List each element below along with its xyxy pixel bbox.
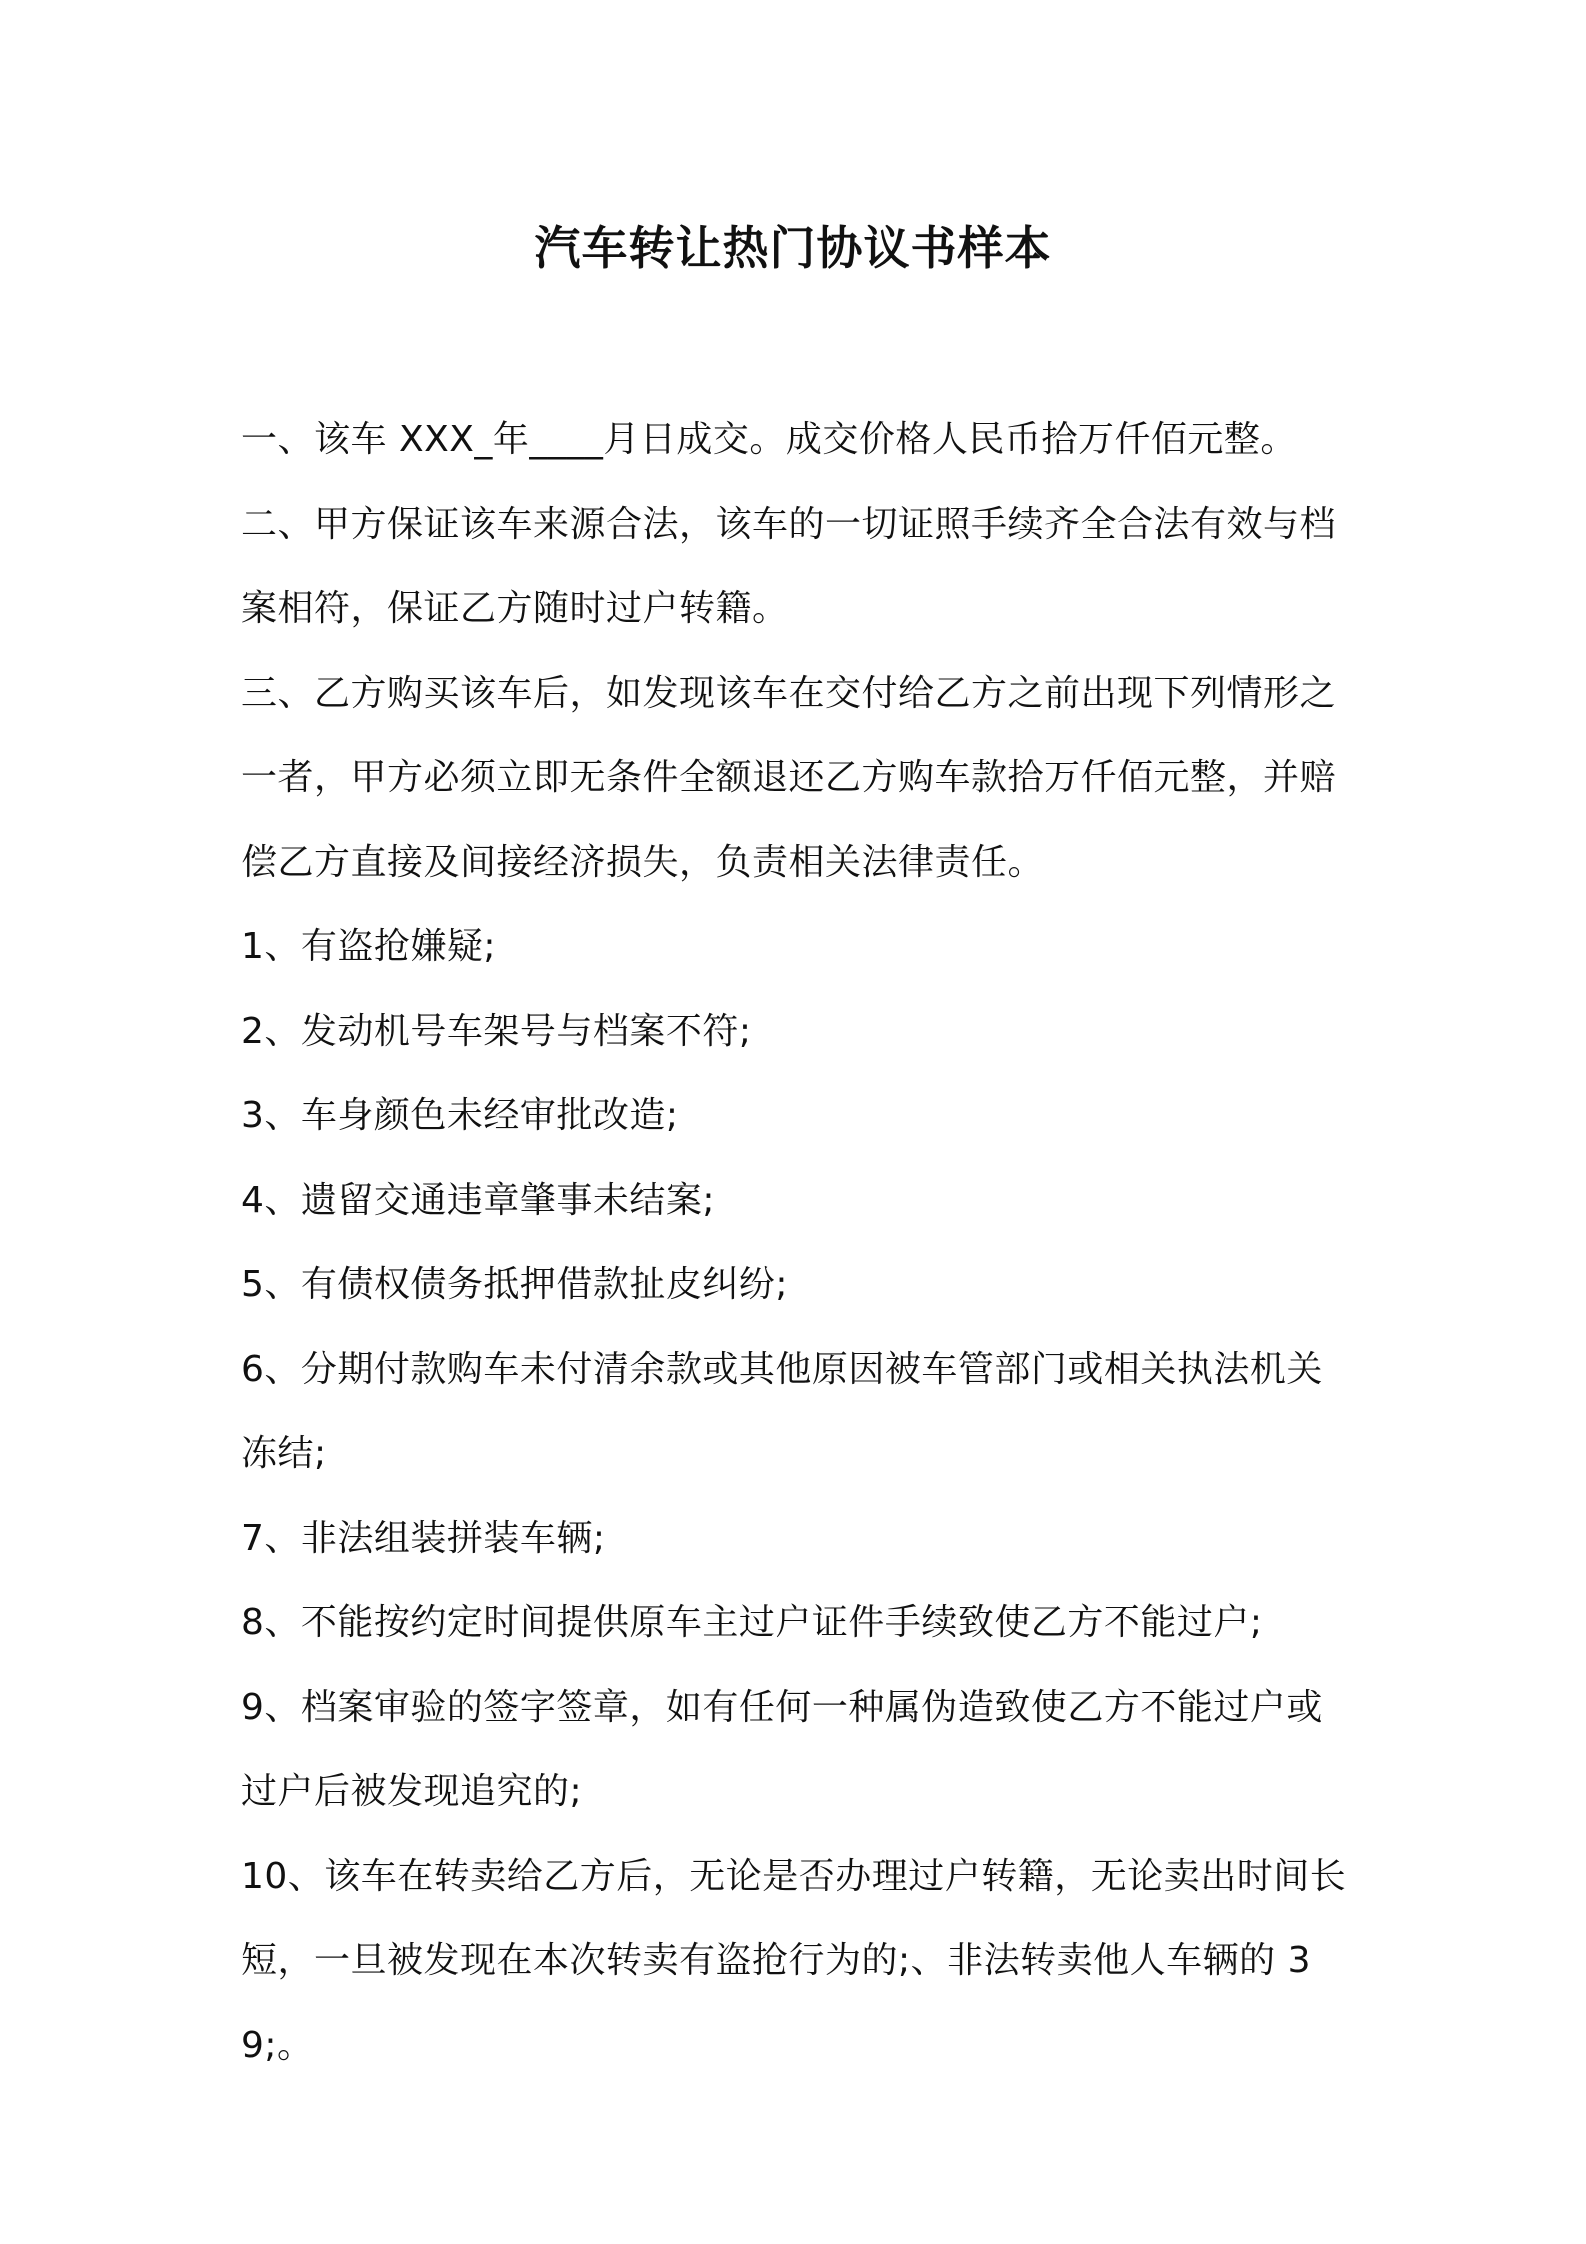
list-item: 3、车身颜色未经审批改造;	[241, 1095, 679, 1136]
clause-paragraph: 二、甲方保证该车来源合法，该车的一切证照手续齐全合法有效与档案相符，保证乙方随时过户转籍。	[241, 503, 1337, 629]
list-item: 10、该车在转卖给乙方后，无论是否办理过户转籍，无论卖出时间长短，一旦被发现在本次转卖有盗抢行为的;、非法转卖他人车辆的 39;。	[241, 1855, 1347, 2066]
list-item: 9、档案审验的签字签章，如有任何一种属伪造致使乙方不能过户或过户后被发现追究的;	[241, 1686, 1323, 1812]
document-title: 汽车转让热门协议书样本	[534, 221, 1052, 275]
document-body	[241, 398, 1351, 2088]
list-item: 5、有债权债务抵押借款扯皮纠纷;	[241, 1264, 789, 1305]
list-item: 7、非法组装拼装车辆;	[241, 1517, 606, 1559]
list-item: 8、不能按约定时间提供原车主过户证件手续致使乙方不能过户;	[241, 1602, 1263, 1643]
clause-paragraph: 一、该车 XXX_年____月日成交。成交价格人民币拾万仟佰元整。	[241, 419, 1297, 460]
list-item: 1、有盗抢嫌疑;	[241, 926, 497, 967]
list-item: 4、遗留交通违章肇事未结案;	[241, 1179, 716, 1221]
list-item: 2、发动机号车架号与档案不符;	[241, 1010, 752, 1052]
list-item: 6、分期付款购车未付清余款或其他原因被车管部门或相关执法机关冻结;	[241, 1348, 1323, 1474]
clause-paragraph: 三、乙方购买该车后，如发现该车在交付给乙方之前出现下列情形之一者，甲方必须立即无条件全额退还乙方购车款拾万仟佰元整，并赔偿乙方直接及间接经济损失，负责相关法律责任。	[241, 672, 1337, 883]
